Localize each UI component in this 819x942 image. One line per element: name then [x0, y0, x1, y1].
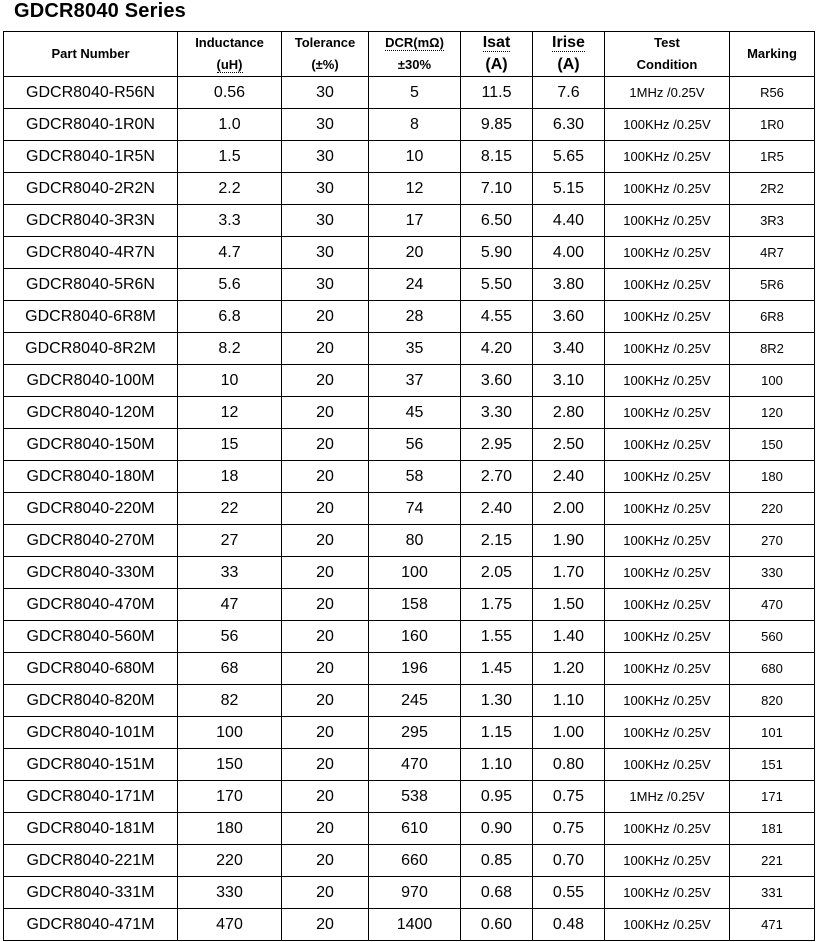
- table-row: [4, 685, 815, 717]
- dcr-cell: 196: [369, 653, 461, 685]
- part-number-cell: GDCR8040-331M: [4, 877, 178, 909]
- table-row: [4, 429, 815, 461]
- header-row: [4, 32, 815, 77]
- isat-cell: 1.15: [461, 717, 533, 749]
- part-number-cell: GDCR8040-221M: [4, 845, 178, 877]
- header-part-number-label: Part Number: [51, 46, 130, 61]
- inductance-cell: 150: [178, 749, 282, 781]
- test-condition-cell: 100KHz /0.25V: [605, 813, 730, 845]
- test-condition-cell: 100KHz /0.25V: [605, 685, 730, 717]
- irise-cell: 0.80: [533, 749, 605, 781]
- tolerance-cell: 20: [282, 589, 369, 621]
- irise-cell: 1.40: [533, 621, 605, 653]
- table-row: [4, 813, 815, 845]
- test-condition-cell: 100KHz /0.25V: [605, 205, 730, 237]
- marking-cell: 330: [730, 557, 815, 589]
- marking-cell: 3R3: [730, 205, 815, 237]
- header-irise-line2: (A): [557, 56, 580, 73]
- irise-cell: 2.40: [533, 461, 605, 493]
- isat-cell: 1.10: [461, 749, 533, 781]
- tolerance-cell: 20: [282, 749, 369, 781]
- tolerance-cell: 20: [282, 429, 369, 461]
- table-row: [4, 909, 815, 941]
- isat-cell: 1.75: [461, 589, 533, 621]
- tolerance-cell: 20: [282, 909, 369, 941]
- isat-cell: 2.95: [461, 429, 533, 461]
- isat-cell: 1.55: [461, 621, 533, 653]
- header-tolerance-line2: (±%): [311, 57, 339, 72]
- table-body: [4, 77, 815, 941]
- marking-cell: 180: [730, 461, 815, 493]
- tolerance-cell: 20: [282, 877, 369, 909]
- header-isat-line1-wrap: [461, 32, 532, 54]
- test-condition-cell: 1MHz /0.25V: [605, 781, 730, 813]
- dcr-cell: 24: [369, 269, 461, 301]
- isat-cell: 0.85: [461, 845, 533, 877]
- tolerance-cell: 30: [282, 269, 369, 301]
- isat-cell: 1.45: [461, 653, 533, 685]
- part-number-cell: GDCR8040-6R8M: [4, 301, 178, 333]
- inductance-cell: 1.5: [178, 141, 282, 173]
- part-number-cell: GDCR8040-181M: [4, 813, 178, 845]
- header-dcr-line1: DCR(mΩ): [385, 35, 444, 50]
- isat-cell: 5.50: [461, 269, 533, 301]
- dcr-cell: 5: [369, 77, 461, 109]
- inductance-cell: 27: [178, 525, 282, 557]
- dcr-cell: 56: [369, 429, 461, 461]
- irise-cell: 1.50: [533, 589, 605, 621]
- marking-cell: 6R8: [730, 301, 815, 333]
- part-number-cell: GDCR8040-1R5N: [4, 141, 178, 173]
- header-irise-line1: Irise: [552, 34, 585, 51]
- header-inductance-line2: (uH): [216, 57, 243, 72]
- part-number-cell: GDCR8040-471M: [4, 909, 178, 941]
- tolerance-cell: 20: [282, 781, 369, 813]
- part-number-cell: GDCR8040-101M: [4, 717, 178, 749]
- dcr-cell: 37: [369, 365, 461, 397]
- isat-cell: 4.20: [461, 333, 533, 365]
- tolerance-cell: 20: [282, 301, 369, 333]
- irise-cell: 7.6: [533, 77, 605, 109]
- marking-cell: 1R5: [730, 141, 815, 173]
- part-number-cell: GDCR8040-180M: [4, 461, 178, 493]
- marking-cell: 331: [730, 877, 815, 909]
- part-number-cell: GDCR8040-820M: [4, 685, 178, 717]
- test-condition-cell: 100KHz /0.25V: [605, 141, 730, 173]
- part-number-cell: GDCR8040-220M: [4, 493, 178, 525]
- header-test-condition: [605, 32, 730, 77]
- part-number-cell: GDCR8040-560M: [4, 621, 178, 653]
- marking-cell: 560: [730, 621, 815, 653]
- dcr-cell: 20: [369, 237, 461, 269]
- inductance-cell: 2.2: [178, 173, 282, 205]
- marking-cell: 4R7: [730, 237, 815, 269]
- dcr-cell: 160: [369, 621, 461, 653]
- test-condition-cell: 100KHz /0.25V: [605, 237, 730, 269]
- header-isat: [461, 32, 533, 77]
- header-tolerance: [282, 32, 369, 77]
- tolerance-cell: 20: [282, 621, 369, 653]
- table-header: [4, 32, 815, 77]
- marking-cell: R56: [730, 77, 815, 109]
- test-condition-cell: 100KHz /0.25V: [605, 557, 730, 589]
- marking-cell: 101: [730, 717, 815, 749]
- tolerance-cell: 20: [282, 493, 369, 525]
- isat-cell: 0.68: [461, 877, 533, 909]
- tolerance-cell: 20: [282, 653, 369, 685]
- inductance-cell: 330: [178, 877, 282, 909]
- inductance-cell: 33: [178, 557, 282, 589]
- tolerance-cell: 30: [282, 173, 369, 205]
- irise-cell: 0.75: [533, 781, 605, 813]
- test-condition-cell: 1MHz /0.25V: [605, 77, 730, 109]
- irise-cell: 4.00: [533, 237, 605, 269]
- isat-cell: 2.40: [461, 493, 533, 525]
- part-number-cell: GDCR8040-330M: [4, 557, 178, 589]
- tolerance-cell: 20: [282, 525, 369, 557]
- header-test-line2: Condition: [636, 57, 698, 72]
- inductance-cell: 170: [178, 781, 282, 813]
- table-row: [4, 589, 815, 621]
- part-number-cell: GDCR8040-4R7N: [4, 237, 178, 269]
- tolerance-cell: 20: [282, 461, 369, 493]
- irise-cell: 0.48: [533, 909, 605, 941]
- tolerance-cell: 20: [282, 717, 369, 749]
- header-test-line1: Test: [654, 35, 680, 50]
- marking-cell: 1R0: [730, 109, 815, 141]
- irise-cell: 1.10: [533, 685, 605, 717]
- marking-cell: 221: [730, 845, 815, 877]
- header-marking: [730, 32, 815, 77]
- part-number-cell: GDCR8040-2R2N: [4, 173, 178, 205]
- irise-cell: 5.65: [533, 141, 605, 173]
- table-row: [4, 525, 815, 557]
- test-condition-cell: 100KHz /0.25V: [605, 461, 730, 493]
- part-number-cell: GDCR8040-3R3N: [4, 205, 178, 237]
- irise-cell: 0.55: [533, 877, 605, 909]
- dcr-cell: 80: [369, 525, 461, 557]
- isat-cell: 1.30: [461, 685, 533, 717]
- dcr-cell: 970: [369, 877, 461, 909]
- inductance-cell: 68: [178, 653, 282, 685]
- tolerance-cell: 30: [282, 237, 369, 269]
- dcr-cell: 10: [369, 141, 461, 173]
- table-row: [4, 77, 815, 109]
- table-row: [4, 557, 815, 589]
- table-row: [4, 173, 815, 205]
- spec-table: [3, 31, 815, 941]
- marking-cell: 5R6: [730, 269, 815, 301]
- dcr-cell: 245: [369, 685, 461, 717]
- header-isat-line1: Isat: [482, 34, 511, 51]
- isat-cell: 0.90: [461, 813, 533, 845]
- marking-cell: 120: [730, 397, 815, 429]
- marking-cell: 181: [730, 813, 815, 845]
- test-condition-cell: 100KHz /0.25V: [605, 621, 730, 653]
- marking-cell: 2R2: [730, 173, 815, 205]
- table-row: [4, 621, 815, 653]
- isat-cell: 2.05: [461, 557, 533, 589]
- dcr-cell: 100: [369, 557, 461, 589]
- dcr-cell: 158: [369, 589, 461, 621]
- table-row: [4, 205, 815, 237]
- test-condition-cell: 100KHz /0.25V: [605, 717, 730, 749]
- header-inductance: [178, 32, 282, 77]
- inductance-cell: 82: [178, 685, 282, 717]
- inductance-cell: 100: [178, 717, 282, 749]
- test-condition-cell: 100KHz /0.25V: [605, 493, 730, 525]
- table-row: [4, 397, 815, 429]
- table-row: [4, 653, 815, 685]
- part-number-cell: GDCR8040-5R6N: [4, 269, 178, 301]
- isat-cell: 0.60: [461, 909, 533, 941]
- table-row: [4, 141, 815, 173]
- tolerance-cell: 20: [282, 333, 369, 365]
- tolerance-cell: 30: [282, 109, 369, 141]
- dcr-cell: 538: [369, 781, 461, 813]
- irise-cell: 0.70: [533, 845, 605, 877]
- marking-cell: 680: [730, 653, 815, 685]
- inductance-cell: 22: [178, 493, 282, 525]
- part-number-cell: GDCR8040-R56N: [4, 77, 178, 109]
- marking-cell: 171: [730, 781, 815, 813]
- test-condition-cell: 100KHz /0.25V: [605, 909, 730, 941]
- isat-cell: 3.60: [461, 365, 533, 397]
- table-row: [4, 749, 815, 781]
- irise-cell: 2.80: [533, 397, 605, 429]
- test-condition-cell: 100KHz /0.25V: [605, 525, 730, 557]
- test-condition-cell: 100KHz /0.25V: [605, 845, 730, 877]
- isat-cell: 0.95: [461, 781, 533, 813]
- header-isat-line2: (A): [485, 56, 508, 73]
- dcr-cell: 17: [369, 205, 461, 237]
- test-condition-cell: 100KHz /0.25V: [605, 429, 730, 461]
- inductance-cell: 5.6: [178, 269, 282, 301]
- page-title: GDCR8040 Series: [14, 0, 186, 22]
- header-inductance-line1: Inductance: [195, 35, 264, 50]
- irise-cell: 1.90: [533, 525, 605, 557]
- irise-cell: 3.80: [533, 269, 605, 301]
- part-number-cell: GDCR8040-270M: [4, 525, 178, 557]
- header-irise: [533, 32, 605, 77]
- marking-cell: 270: [730, 525, 815, 557]
- inductance-cell: 4.7: [178, 237, 282, 269]
- marking-cell: 220: [730, 493, 815, 525]
- table-row: [4, 877, 815, 909]
- tolerance-cell: 20: [282, 365, 369, 397]
- part-number-cell: GDCR8040-150M: [4, 429, 178, 461]
- dcr-cell: 28: [369, 301, 461, 333]
- header-dcr: [369, 32, 461, 77]
- dcr-cell: 74: [369, 493, 461, 525]
- dcr-cell: 610: [369, 813, 461, 845]
- table-row: [4, 717, 815, 749]
- isat-cell: 7.10: [461, 173, 533, 205]
- dcr-cell: 8: [369, 109, 461, 141]
- marking-cell: 8R2: [730, 333, 815, 365]
- header-dcr-line2: ±30%: [397, 57, 432, 72]
- inductance-cell: 12: [178, 397, 282, 429]
- tolerance-cell: 30: [282, 77, 369, 109]
- test-condition-cell: 100KHz /0.25V: [605, 589, 730, 621]
- isat-cell: 9.85: [461, 109, 533, 141]
- dcr-cell: 295: [369, 717, 461, 749]
- inductance-cell: 180: [178, 813, 282, 845]
- inductance-cell: 47: [178, 589, 282, 621]
- table-row: [4, 845, 815, 877]
- marking-cell: 100: [730, 365, 815, 397]
- test-condition-cell: 100KHz /0.25V: [605, 653, 730, 685]
- marking-cell: 150: [730, 429, 815, 461]
- inductance-cell: 10: [178, 365, 282, 397]
- header-dcr-line1-wrap: [369, 32, 460, 54]
- dcr-cell: 35: [369, 333, 461, 365]
- part-number-cell: GDCR8040-100M: [4, 365, 178, 397]
- irise-cell: 3.60: [533, 301, 605, 333]
- marking-cell: 470: [730, 589, 815, 621]
- inductance-cell: 3.3: [178, 205, 282, 237]
- header-part-number: [4, 32, 178, 77]
- table-row: [4, 333, 815, 365]
- isat-cell: 11.5: [461, 77, 533, 109]
- inductance-cell: 220: [178, 845, 282, 877]
- table-row: [4, 781, 815, 813]
- dcr-cell: 660: [369, 845, 461, 877]
- isat-cell: 3.30: [461, 397, 533, 429]
- test-condition-cell: 100KHz /0.25V: [605, 301, 730, 333]
- isat-cell: 5.90: [461, 237, 533, 269]
- inductance-cell: 8.2: [178, 333, 282, 365]
- table-row: [4, 461, 815, 493]
- isat-cell: 2.15: [461, 525, 533, 557]
- tolerance-cell: 20: [282, 813, 369, 845]
- irise-cell: 3.40: [533, 333, 605, 365]
- part-number-cell: GDCR8040-8R2M: [4, 333, 178, 365]
- test-condition-cell: 100KHz /0.25V: [605, 397, 730, 429]
- dcr-cell: 45: [369, 397, 461, 429]
- test-condition-cell: 100KHz /0.25V: [605, 333, 730, 365]
- inductance-cell: 56: [178, 621, 282, 653]
- inductance-cell: 6.8: [178, 301, 282, 333]
- inductance-cell: 1.0: [178, 109, 282, 141]
- inductance-cell: 470: [178, 909, 282, 941]
- tolerance-cell: 20: [282, 845, 369, 877]
- dcr-cell: 470: [369, 749, 461, 781]
- irise-cell: 1.00: [533, 717, 605, 749]
- part-number-cell: GDCR8040-151M: [4, 749, 178, 781]
- table-row: [4, 109, 815, 141]
- isat-cell: 2.70: [461, 461, 533, 493]
- test-condition-cell: 100KHz /0.25V: [605, 365, 730, 397]
- isat-cell: 4.55: [461, 301, 533, 333]
- header-tolerance-line1: Tolerance: [294, 35, 356, 50]
- irise-cell: 2.50: [533, 429, 605, 461]
- tolerance-cell: 20: [282, 397, 369, 429]
- table-row: [4, 269, 815, 301]
- marking-cell: 820: [730, 685, 815, 717]
- table-row: [4, 493, 815, 525]
- part-number-cell: GDCR8040-1R0N: [4, 109, 178, 141]
- test-condition-cell: 100KHz /0.25V: [605, 749, 730, 781]
- inductance-cell: 15: [178, 429, 282, 461]
- test-condition-cell: 100KHz /0.25V: [605, 269, 730, 301]
- part-number-cell: GDCR8040-470M: [4, 589, 178, 621]
- isat-cell: 6.50: [461, 205, 533, 237]
- part-number-cell: GDCR8040-680M: [4, 653, 178, 685]
- header-irise-line1-wrap: [533, 32, 604, 54]
- table-row: [4, 237, 815, 269]
- part-number-cell: GDCR8040-120M: [4, 397, 178, 429]
- part-number-cell: GDCR8040-171M: [4, 781, 178, 813]
- irise-cell: 4.40: [533, 205, 605, 237]
- test-condition-cell: 100KHz /0.25V: [605, 109, 730, 141]
- isat-cell: 8.15: [461, 141, 533, 173]
- tolerance-cell: 20: [282, 557, 369, 589]
- table-row: [4, 301, 815, 333]
- test-condition-cell: 100KHz /0.25V: [605, 173, 730, 205]
- inductance-cell: 0.56: [178, 77, 282, 109]
- header-marking-label: Marking: [747, 46, 797, 61]
- irise-cell: 6.30: [533, 109, 605, 141]
- tolerance-cell: 20: [282, 685, 369, 717]
- dcr-cell: 58: [369, 461, 461, 493]
- inductance-cell: 18: [178, 461, 282, 493]
- tolerance-cell: 30: [282, 205, 369, 237]
- irise-cell: 2.00: [533, 493, 605, 525]
- tolerance-cell: 30: [282, 141, 369, 173]
- irise-cell: 1.70: [533, 557, 605, 589]
- dcr-cell: 12: [369, 173, 461, 205]
- irise-cell: 5.15: [533, 173, 605, 205]
- dcr-cell: 1400: [369, 909, 461, 941]
- irise-cell: 3.10: [533, 365, 605, 397]
- irise-cell: 0.75: [533, 813, 605, 845]
- marking-cell: 471: [730, 909, 815, 941]
- table-row: [4, 365, 815, 397]
- header-inductance-line2-wrap: [178, 54, 281, 76]
- marking-cell: 151: [730, 749, 815, 781]
- irise-cell: 1.20: [533, 653, 605, 685]
- test-condition-cell: 100KHz /0.25V: [605, 877, 730, 909]
